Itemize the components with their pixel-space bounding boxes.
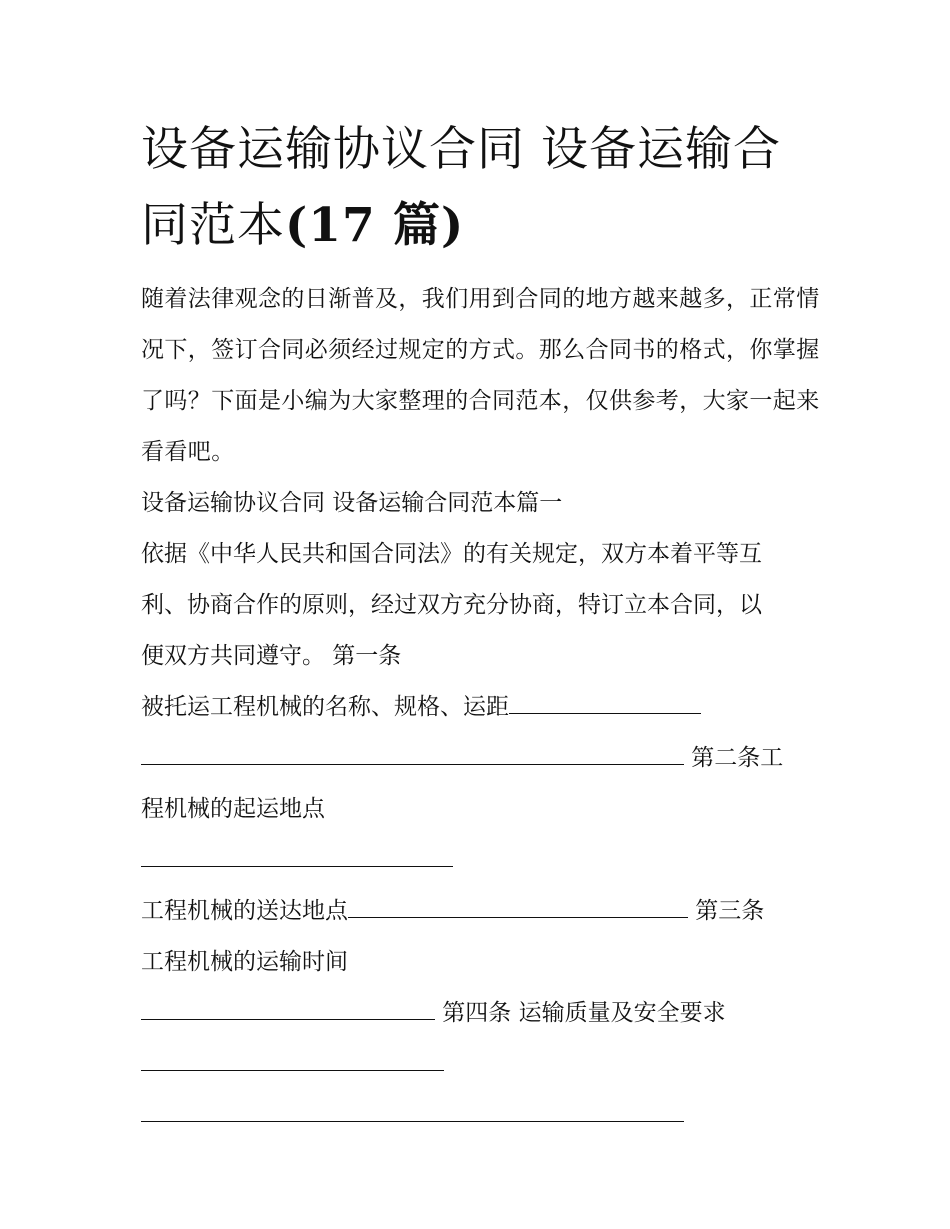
fill-blank[interactable]: [141, 1104, 684, 1122]
article-3-continued: 工程机械的运输时间: [141, 949, 348, 975]
fill-blank[interactable]: [141, 1002, 435, 1020]
article-1-line: [141, 682, 821, 733]
fill-blank[interactable]: [141, 747, 684, 765]
article-3-label: 第三条: [688, 898, 765, 924]
fill-blank[interactable]: [141, 1053, 444, 1071]
article-2-label: 第二条工: [684, 745, 784, 771]
preamble-line-2: 利、协商合作的原则，经过双方充分协商，特订立本合同，以: [141, 592, 762, 618]
title-count: (17: [285, 198, 376, 253]
article-1-label: 被托运工程机械的名称、规格、运距: [141, 694, 509, 720]
blank-line: [141, 835, 821, 886]
delivery-label: 工程机械的送达地点: [141, 898, 348, 924]
intro-paragraph: 随着法律观念的日渐普及，我们用到合同的地方越来越多，正常情况下，签订合同必须经过规定的方式。那么合同书的格式，你掌握了吗？下面是小编为大家整理的合同范本，仅供参考，大家一起来看看吧。: [141, 286, 820, 465]
article-4-label: 第四条 运输质量及安全要求: [435, 1000, 726, 1026]
title-suffix: 篇): [375, 198, 465, 253]
section-heading: 设备运输协议合同 设备运输合同范本篇一: [141, 490, 563, 516]
fill-blank[interactable]: [141, 849, 453, 867]
preamble-line-3: 便双方共同遵守。 第一条: [141, 643, 402, 669]
blank-line: [141, 1039, 821, 1090]
blank-line: [141, 1090, 821, 1141]
article-2-continued: 程机械的起运地点: [141, 796, 325, 822]
delivery-line: [141, 886, 821, 937]
fill-blank[interactable]: [348, 900, 688, 918]
document-page: [141, 112, 821, 1141]
document-title: [141, 112, 821, 264]
article-2-line: [141, 733, 821, 784]
preamble-line-1: 依据《中华人民共和国合同法》的有关规定，双方本着平等互: [141, 541, 762, 567]
article-4-line: [141, 988, 821, 1039]
fill-blank[interactable]: [509, 696, 701, 714]
title-text: 设备运输协议合同 设备运输合同范本: [141, 122, 781, 253]
